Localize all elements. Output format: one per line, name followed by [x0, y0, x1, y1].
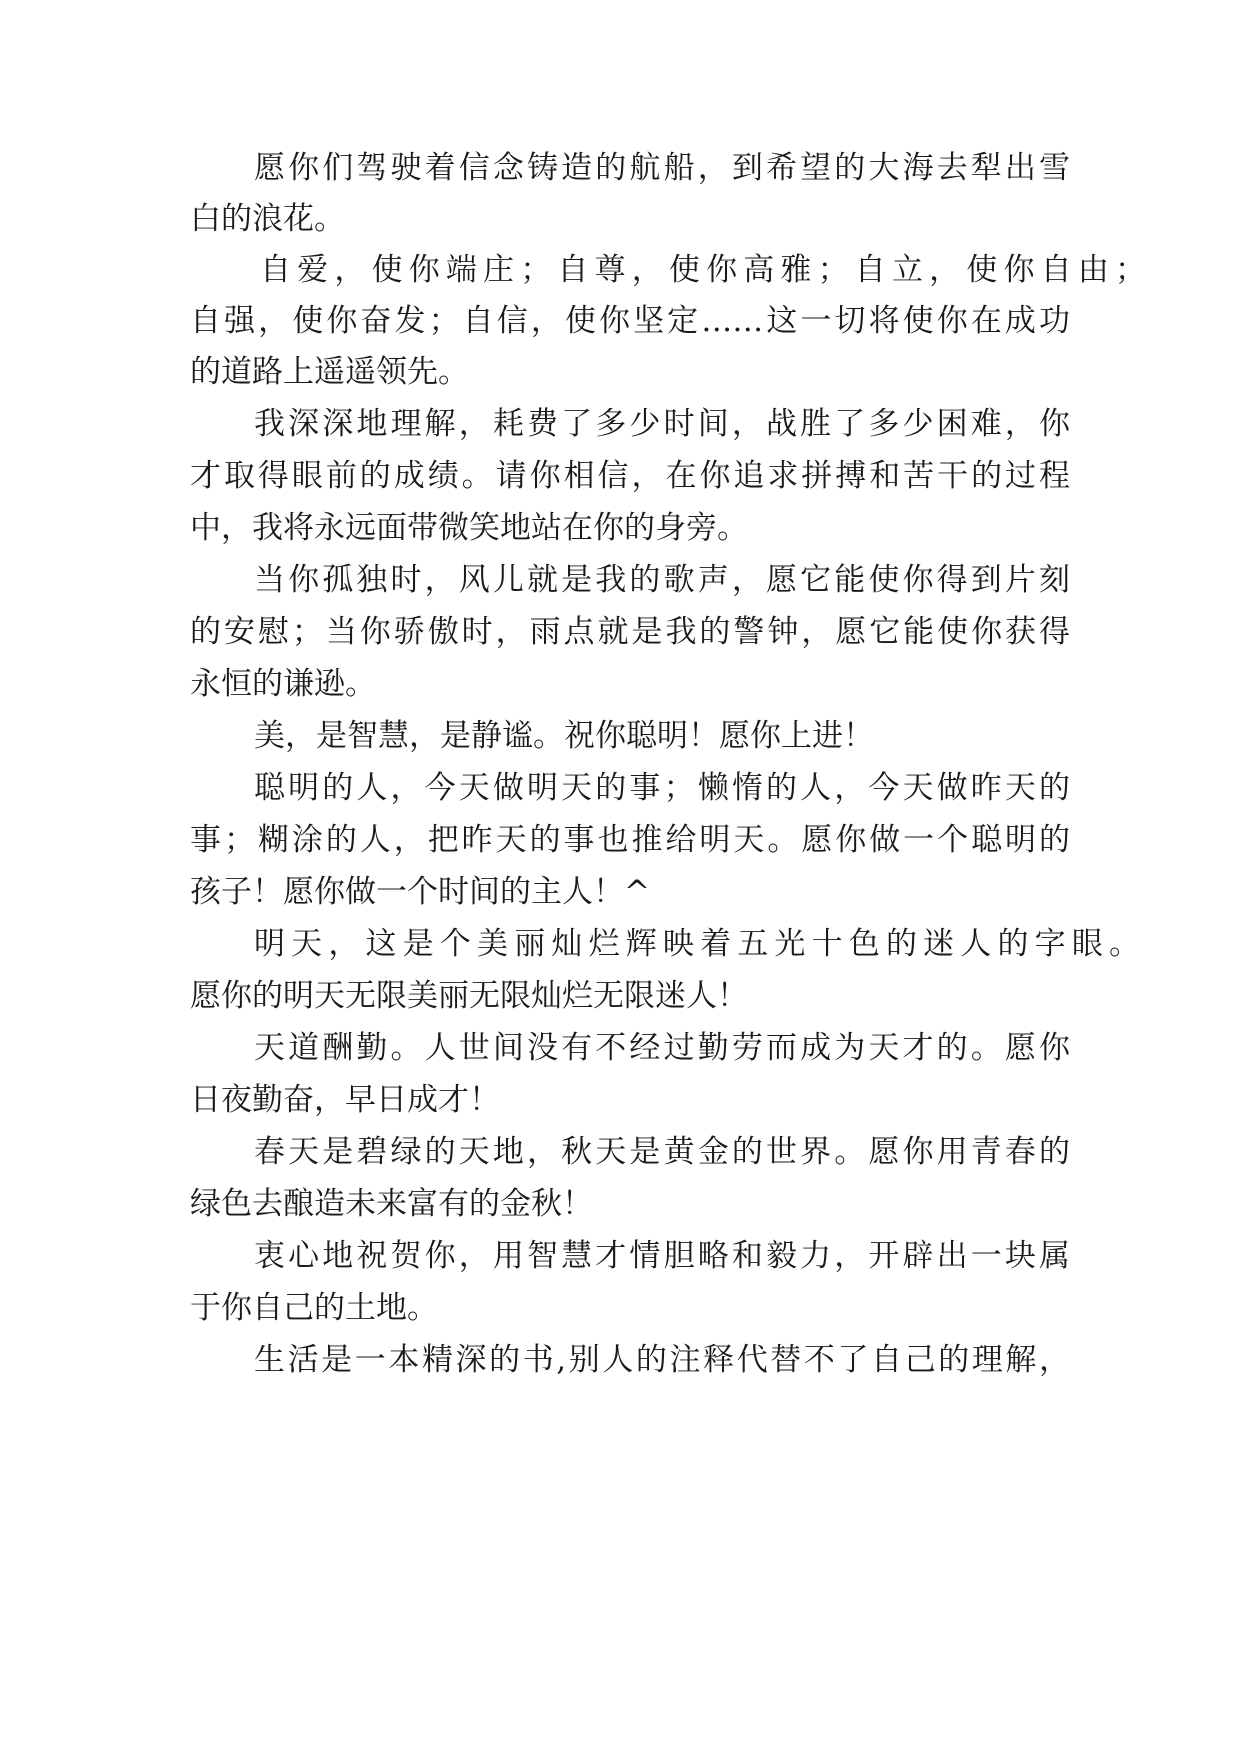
text-line: 绿色去酿造未来富有的金秋！	[190, 1186, 593, 1222]
text-line: 愿你的明天无限美丽无限灿烂无限迷人！	[190, 978, 748, 1014]
text-line: 白的浪花。	[190, 201, 345, 237]
text-line: 聪明的人，今天做明天的事；懒惰的人，今天做昨天的	[254, 770, 1070, 806]
text-line: 衷心地祝贺你，用智慧才情胆略和毅力，开辟出一块属	[254, 1238, 1070, 1274]
text-line: 的道路上遥遥领先。	[190, 354, 469, 390]
text-line: 自强，使你奋发；自信，使你坚定……这一切将使你在成功	[190, 303, 1070, 339]
text-line: 愿你们驾驶着信念铸造的航船，到希望的大海去犁出雪	[254, 150, 1070, 186]
text-line: 春天是碧绿的天地，秋天是黄金的世界。愿你用青春的	[254, 1134, 1070, 1170]
text-line: 日夜勤奋，早日成才！	[190, 1082, 500, 1118]
text-line: 事；糊涂的人，把昨天的事也推给明天。愿你做一个聪明的	[190, 822, 1070, 858]
text-line: 自爱，使你端庄；自尊，使你高雅；自立，使你自由；	[260, 252, 1146, 288]
text-line: 我深深地理解，耗费了多少时间，战胜了多少困难，你	[254, 406, 1070, 442]
text-line: 明天，这是个美丽灿烂辉映着五光十色的迷人的字眼。	[254, 926, 1140, 962]
text-line: 的安慰；当你骄傲时，雨点就是我的警钟，愿它能使你获得	[190, 614, 1070, 650]
text-line: 美，是智慧，是静谧。祝你聪明！愿你上进！	[254, 718, 874, 754]
text-line: 永恒的谦逊。	[190, 666, 376, 702]
text-line: 天道酬勤。人世间没有不经过勤劳而成为天才的。愿你	[254, 1030, 1070, 1066]
text-line: 当你孤独时，风儿就是我的歌声，愿它能使你得到片刻	[254, 562, 1070, 598]
text-line: 生活是一本精深的书,别人的注释代替不了自己的理解，	[254, 1342, 1070, 1378]
text-line: 才取得眼前的成绩。请你相信，在你追求拼搏和苦干的过程	[190, 458, 1070, 494]
text-line: 中，我将永远面带微笑地站在你的身旁。	[190, 510, 748, 546]
text-line: 孩子！愿你做一个时间的主人！^	[190, 874, 650, 910]
text-line: 于你自己的土地。	[190, 1290, 438, 1326]
